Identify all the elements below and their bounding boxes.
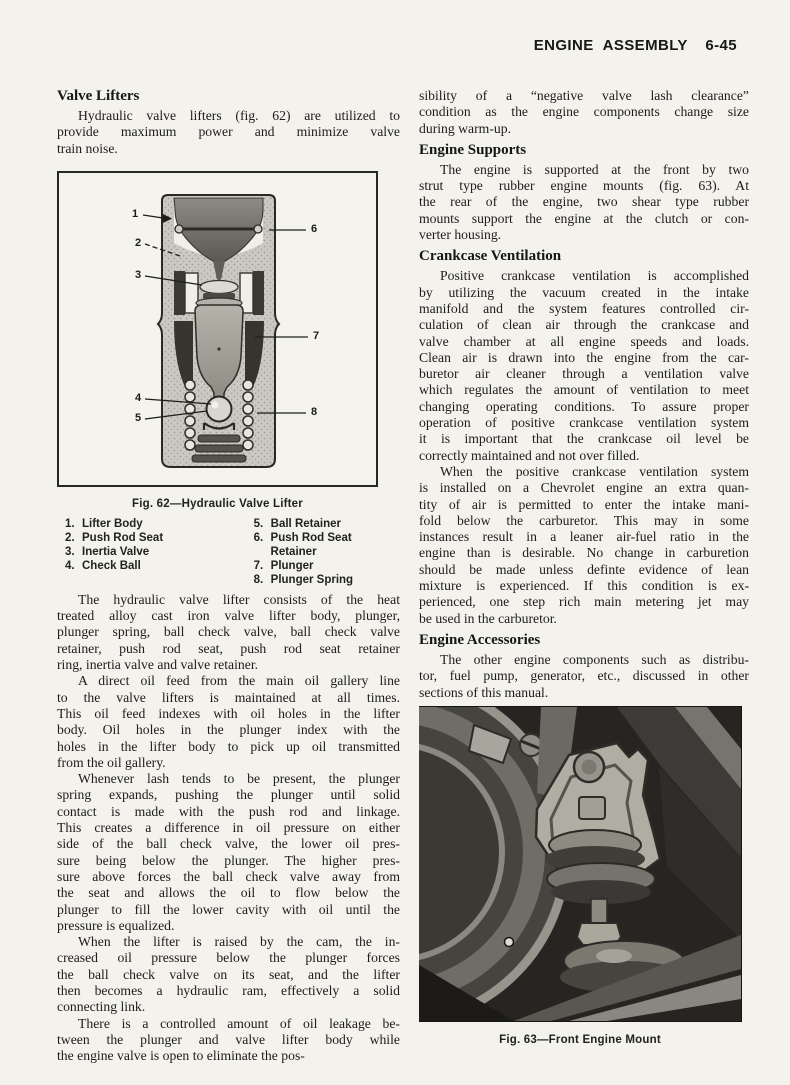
paragraph-lifter-consists (57, 592, 400, 673)
valve-lifters-heading: Valve Lifters (57, 88, 140, 104)
plunger-oil-hole (217, 347, 220, 350)
text-line: operation of positive crankcase ventilation system (419, 415, 749, 431)
text-line: buretor air cleaner through a ventilation valve (419, 366, 749, 382)
text-line: correctly maintained and not over filled. (419, 447, 640, 463)
figure-callout-8: 8 (310, 405, 318, 418)
text-line: treated alloy cast iron valve lifter body, plunger, (57, 608, 400, 624)
figure-62-parts-list (57, 517, 400, 587)
text-line: tween the plunger and valve lifter body while (57, 1031, 400, 1047)
text-line: When the positive crankcase ventilation system (440, 463, 749, 479)
left-column (57, 88, 400, 1063)
text-line: sibility of a “negative valve lash clearance” (419, 88, 749, 103)
text-line: it is important that the crankcase oil level be (419, 431, 749, 447)
paragraph-ventilation-1 (419, 268, 749, 464)
spring-seat-bands (192, 435, 246, 462)
figure-callout-6: 6 (310, 222, 318, 235)
text-line: to the valve lifters is maintained at all times. (57, 689, 400, 705)
paragraph-lifter-raised (57, 934, 400, 1015)
text-line: retainer, push rod seat, push rod seat retainer (57, 640, 400, 656)
photo-highlight-dot (505, 937, 514, 946)
figure-63-caption: Fig. 63—Front Engine Mount (499, 1033, 661, 1046)
text-line: culation of clean air through the crankcase and (419, 317, 749, 333)
text-line: sure above forces the ball check valve away from (57, 868, 400, 884)
paragraph-engine-accessories (419, 652, 749, 701)
text-line: connecting link. (57, 999, 146, 1015)
text-line: A direct oil feed from the main oil gallery line (78, 673, 400, 689)
text-line: mounts support the engine at the clutch or con- (419, 210, 749, 226)
text-line: ring, inertia valve and valve retainer. (57, 657, 259, 673)
part-item: 6. Push Rod Seat Retainer (253, 531, 352, 558)
figure-callout-2: 2 (134, 236, 142, 249)
figure-callout-7: 7 (312, 329, 320, 342)
check-ball-shape (207, 396, 232, 421)
text-line: by utilizing the vacuum created in the intake (419, 284, 749, 300)
text-line: body. Oil holes in the plunger index with the (57, 722, 400, 738)
part-item: 4. Check Ball (65, 559, 141, 572)
text-line: which regulates the amount of ventilation to meet (419, 382, 749, 398)
text-line: engine than is desirable. No change in carburetion (419, 545, 749, 561)
text-line: perienced, one step rich main metering jet may (419, 594, 749, 610)
text-line: then becomes a hydraulic ram, effectively a solid (57, 983, 400, 999)
part-item: 7. Plunger (253, 559, 314, 572)
paragraph-oil-leakage (57, 1016, 400, 1063)
text-line: condition as the engine components change size (419, 104, 749, 120)
figure-62-caption: Fig. 62—Hydraulic Valve Lifter (132, 497, 303, 510)
text-line: changing operating conditions. To assure proper (419, 398, 749, 414)
part-item: 5. Ball Retainer (253, 517, 341, 530)
text-line: creased oil pressure below the plunger forces (57, 950, 400, 966)
text-line: side of the ball check valve, the lower oil pres- (57, 836, 400, 852)
text-line: pressure is equalized. (57, 917, 175, 933)
text-line: train noise. (57, 140, 118, 156)
page-header (534, 37, 737, 54)
text-line: from the oil gallery. (57, 754, 166, 770)
figure-62-valve-lifter-diagram (57, 171, 378, 487)
text-line: This oil feed indexes with oil holes in the lifter (57, 705, 400, 721)
engine-supports-heading: Engine Supports (419, 141, 527, 158)
figure-callout-1: 1 (131, 207, 139, 220)
text-line: holes in the lifter body to pick up oil transmitted (57, 738, 400, 754)
text-line: Positive crankcase ventilation is accomplished (440, 268, 749, 284)
figure-63-engine-mount-photo (419, 707, 741, 1021)
text-line: is installed on a Chevrolet engine an extra quan- (419, 480, 749, 496)
text-line: plunger to fill the lower cavity with oil until the (57, 901, 400, 917)
text-line: strut type rubber engine mounts (fig. 63). At (419, 178, 749, 194)
figure-callout-4: 4 (134, 391, 142, 404)
text-line: should be made unless definte evidence of lean (419, 561, 749, 577)
cavity-shadow-right (253, 271, 264, 315)
figure-callout-5: 5 (134, 411, 142, 424)
text-line: plunger spring, ball check valve, ball check valve (57, 624, 400, 640)
text-line: contact is made with the push rod and linkage. (57, 803, 400, 819)
text-line: Clean air is drawn into the engine from the car- (419, 349, 749, 365)
parts-list-left-column (65, 517, 254, 587)
text-line: the ball check valve on its seat, and the lifter (57, 966, 400, 982)
text-line: provide maximum power and minimize valve (57, 124, 400, 140)
figure-callout-3: 3 (134, 268, 142, 281)
text-line: mixture is experienced. If this condition is ex- (419, 578, 749, 594)
engine-accessories-heading: Engine Accessories (419, 631, 541, 648)
front-engine-mount-photo-art (419, 707, 741, 1021)
part-item: 2. Push Rod Seat (65, 531, 164, 544)
text-line: be used in the carburetor. (419, 610, 557, 626)
text-line: tor, fuel pump, generator, etc., discussed in other (419, 668, 749, 684)
paragraph-engine-supports (419, 162, 749, 243)
text-line: This creates a difference in oil pressure on either (57, 820, 400, 836)
text-line: The hydraulic valve lifter consists of the heat (78, 591, 400, 607)
text-line: sure being below the plunger. The higher pres- (57, 852, 400, 868)
text-line: verter housing. (419, 227, 502, 243)
text-line: tity of air is permitted to enter the intake mani- (419, 496, 749, 512)
part-item: 3. Inertia Valve (65, 545, 150, 558)
text-line: The engine is supported at the front by two (440, 161, 749, 177)
text-line: When the lifter is raised by the cam, the in- (78, 934, 400, 950)
text-line: There is a controlled amount of oil leakage be- (78, 1015, 400, 1031)
page-header-title: ENGINE ASSEMBLY (533, 37, 688, 54)
text-line: spring expands, pushing the plunger until solid (57, 787, 400, 803)
text-line: the engine valve is open to eliminate the pos- (57, 1048, 305, 1063)
valve-lifter-cross-section (59, 173, 376, 485)
text-line: instances result in a leaner air-fuel ratio in the (419, 529, 749, 545)
text-line: The other engine components such as distribu- (440, 651, 749, 667)
text-line: the rear of the engine, two shear type rubber (419, 194, 749, 210)
text-line: during warm-up. (419, 120, 511, 136)
text-line: Hydraulic valve lifters (fig. 62) are utilized to (78, 108, 400, 123)
page-number: 6-45 (705, 37, 737, 54)
text-line: Whenever lash tends to be present, the plunger (78, 771, 400, 787)
text-line: sections of this manual. (419, 684, 549, 700)
paragraph-continuation (419, 88, 749, 137)
right-column (419, 88, 749, 1063)
text-line: the seat and allows the oil to flow below the (57, 885, 400, 901)
text-line: manifold and the system features controlled cir- (419, 300, 749, 316)
part-item: 8. Plunger Spring (253, 573, 354, 586)
paragraph-oil-feed (57, 673, 400, 771)
cavity-shadow-left (174, 271, 185, 315)
paragraph-lash (57, 771, 400, 934)
intro-paragraph (57, 108, 400, 157)
text-line: valve chamber at all engine speeds and loads. (419, 333, 749, 349)
part-item: 1. Lifter Body (65, 517, 143, 530)
screw-head-shape (520, 734, 542, 756)
paragraph-ventilation-2 (419, 464, 749, 627)
parts-list-right-column (254, 517, 400, 587)
text-line: fold below the carburetor. This may in some (419, 512, 749, 528)
crankcase-ventilation-heading: Crankcase Ventilation (419, 248, 562, 265)
